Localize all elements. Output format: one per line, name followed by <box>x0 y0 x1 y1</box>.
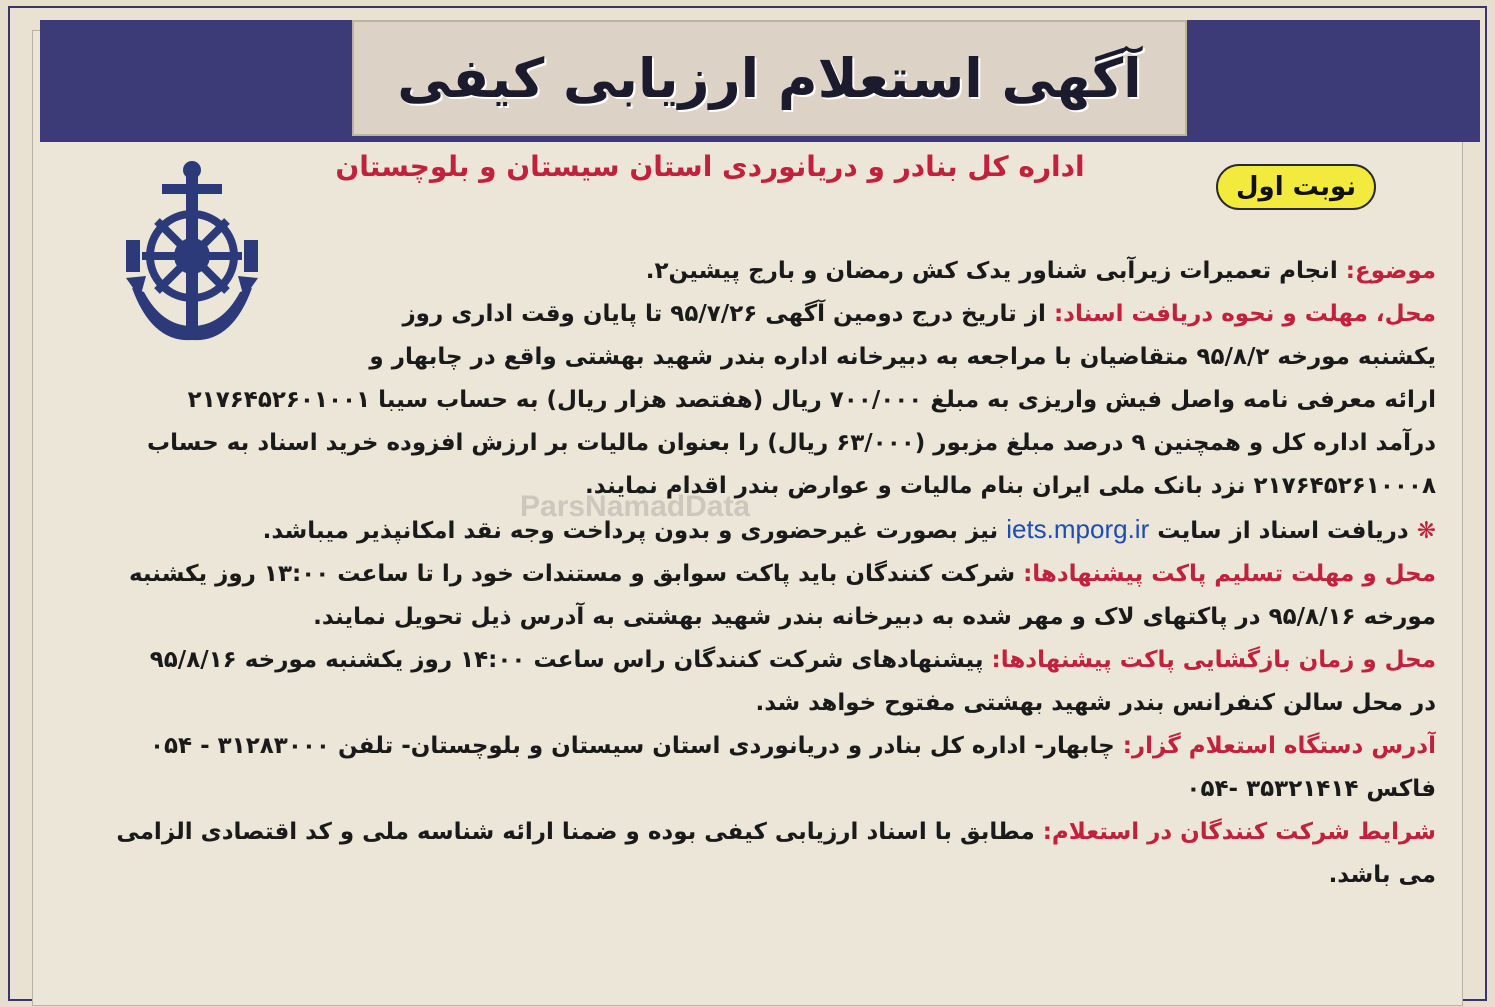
subject-text: انجام تعمیرات زیرآبی شناور یدک کش رمضان و بارج پیشین۲. <box>645 258 1346 284</box>
ad-body <box>40 250 1436 897</box>
subject-row <box>40 250 1436 293</box>
submit-label: محل و مهلت تسلیم پاکت پیشنهادها: <box>1023 561 1436 587</box>
terms-label: شرایط شرکت کنندگان در استعلام: <box>1042 819 1436 845</box>
bullet-star-icon: ❋ <box>1416 518 1436 544</box>
online-post: نیز بصورت غیرحضوری و بدون پرداخت وجه نقد امکانپذیر میباشد. <box>262 518 1007 544</box>
terms-text-2: می باشد. <box>1328 862 1436 888</box>
submit-row <box>40 553 1436 596</box>
submit-text-1: شرکت کنندگان باید پاکت سوابق و مستندات خود را تا ساعت ۱۳:۰۰ روز یکشنبه <box>128 561 1024 587</box>
website-link[interactable]: iets.mporg.ir <box>1006 514 1150 544</box>
docs-row <box>40 293 1436 336</box>
online-row <box>40 508 1436 553</box>
ad-title: آگهی استعلام ارزیابی کیفی <box>397 46 1142 110</box>
docs-label: محل، مهلت و نحوه دریافت اسناد: <box>1053 301 1436 327</box>
title-box <box>352 20 1187 136</box>
terms-text-1: مطابق با اسناد ارزیابی کیفی بوده و ضمنا ارائه شناسه ملی و کد اقتصادی الزامی <box>116 819 1043 845</box>
round-badge: نوبت اول <box>1216 164 1376 210</box>
subject-label: موضوع: <box>1345 258 1436 284</box>
terms-row <box>40 811 1436 854</box>
docs-text-3: ارائه معرفی نامه واصل فیش واریزی به مبلغ ۷۰۰/۰۰۰ ریال (هفتصد هزار ریال) به حساب سیبا ۲۱۷۶۴۵۲۶۰۱۰۰۱ <box>187 387 1436 413</box>
docs-text-4: درآمد اداره کل و همچنین ۹ درصد مبلغ مزبور (۶۳/۰۰۰ ریال) را بعنوان مالیات بر ارزش افزوده خرید اسناد به حساب <box>146 430 1436 456</box>
online-pre: دریافت اسناد از سایت <box>1149 518 1417 544</box>
address-text-2: فاکس ۳۵۳۲۱۴۱۴ -۰۵۴ <box>1186 776 1436 802</box>
open-text-1: پیشنهادهای شرکت کنندگان راس ساعت ۱۴:۰۰ روز یکشنبه مورخه ۹۵/۸/۱۶ <box>149 647 992 673</box>
address-text-1: چابهار- اداره کل بنادر و دریانوردی استان سیستان و بلوچستان- تلفن ۳۱۲۸۳۰۰۰ - ۰۵۴ <box>149 733 1123 759</box>
header-banner <box>40 20 1480 142</box>
open-row <box>40 639 1436 682</box>
address-label: آدرس دستگاه استعلام گزار: <box>1122 733 1436 759</box>
open-text-2: در محل سالن کنفرانس بندر شهید بهشتی مفتوح خواهد شد. <box>755 690 1436 716</box>
submit-text-2: مورخه ۹۵/۸/۱۶ در پاکتهای لاک و مهر شده به دبیرخانه بندر شهید بهشتی به آدرس ذیل تحویل نمایند. <box>313 604 1436 630</box>
address-row <box>40 725 1436 768</box>
organization-name: اداره کل بنادر و دریانوردی استان سیستان و بلوچستان <box>335 150 1085 183</box>
docs-text-1: از تاریخ درج دومین آگهی ۹۵/۷/۲۶ تا پایان وقت اداری روز <box>402 301 1054 327</box>
watermark: ParsNamadData <box>520 490 751 523</box>
open-label: محل و زمان بازگشایی پاکت پیشنهادها: <box>991 647 1436 673</box>
docs-text-2: یکشنبه مورخه ۹۵/۸/۲ متقاضیان با مراجعه به دبیرخانه اداره بندر شهید بهشتی واقع در چابهار و <box>369 344 1436 370</box>
docs-text-5: ۲۱۷۶۴۵۲۶۱۰۰۰۸ نزد بانک ملی ایران بنام مالیات و عوارض بندر اقدام نمایند. <box>585 473 1436 499</box>
